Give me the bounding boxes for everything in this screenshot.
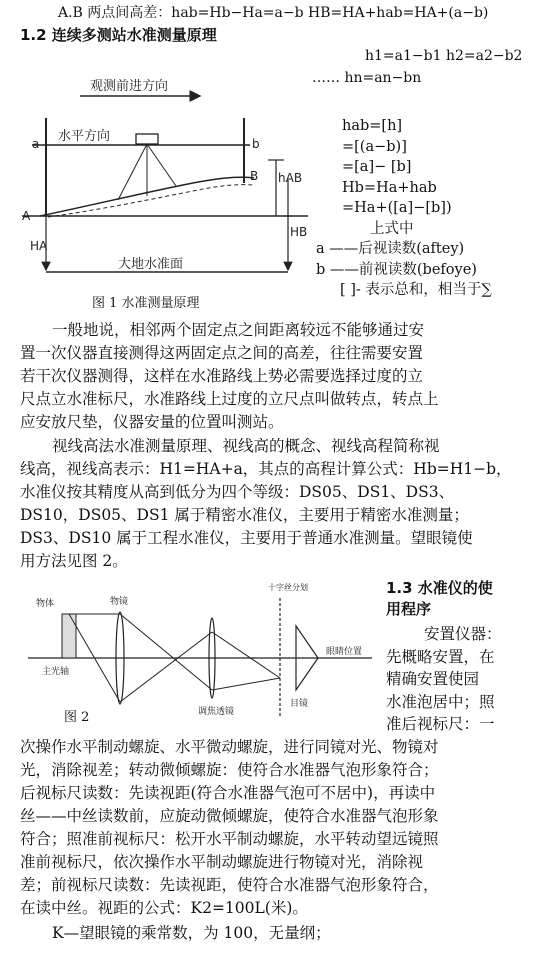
text-line: 视线高法水准测量原理、视线高的概念、视线高程简称视	[52, 437, 440, 455]
formula-line: =[(a−b)]	[342, 138, 407, 155]
formula-line: 上式中	[370, 220, 414, 237]
text-line: 若干次仪器测得，这样在水准路线上势必需要选择过度的立	[20, 367, 424, 385]
formula-line: Hb=Ha+hab	[342, 179, 437, 196]
ground-hatch	[48, 185, 254, 217]
text-line: 差；前视标尺读数：先读视距，使符合水准器气泡形象符合，	[20, 876, 439, 894]
text-line: 丝——中丝读数前，应旋动微倾螺旋，使符合水准器气泡形象	[20, 807, 439, 825]
tripod-leg	[118, 144, 147, 200]
figure-2-caption: 图 2	[64, 710, 90, 725]
label-A: A	[22, 209, 31, 223]
text-line: 先概略安置，在	[386, 647, 495, 666]
ray	[120, 632, 212, 702]
top-formula: A.B 两点间高差：hab=Hb−Ha=a−b HB=HA+hab=HA+(a−b)	[58, 5, 489, 21]
figure-1-caption: 图 1 水准测量原理	[92, 296, 200, 311]
eye-position-label: 眼睛位置	[326, 647, 363, 657]
object-label: 物体	[36, 599, 55, 609]
formula-block	[316, 116, 492, 301]
label-B: B	[250, 169, 259, 183]
formula-hn: …… hn=an−bn	[312, 70, 422, 86]
label-HA: HA	[30, 239, 48, 253]
figure-1-leveling-principle	[18, 68, 318, 288]
text-line: 水准仪按其精度从高到低分为四个等级：DS05、DS1、DS3、	[20, 483, 455, 501]
text-line: 线高，视线高表示：H1=HA+a，其点的高程计算公式：Hb=H1−b，	[20, 460, 512, 478]
formula-line: =Ha+([a]−[b])	[342, 200, 452, 216]
label-b: b	[252, 137, 260, 151]
text-line: 光，消除视差；转动微倾螺旋：使符合水准器气泡形象符合；	[20, 761, 439, 779]
text-line: 尺点立水准标尺，水准路线上过度的立尺点叫做转点，转点上	[20, 390, 439, 408]
focusing-lens-label: 调焦透镜	[198, 707, 235, 717]
text-line: 次操作水平制动螺旋、水平微动螺旋，进行同镜对光、物镜对	[20, 738, 439, 756]
object-shape	[62, 614, 76, 658]
text-line: 置一次仪器直接测得这两固定点之间的高差，往往需要安置	[20, 344, 424, 362]
label-HB: HB	[290, 225, 308, 239]
text-line: 在读中丝。视距的公式：K2=100L(米)。	[20, 899, 308, 917]
text-line: 水准泡居中；照	[386, 692, 495, 711]
section-1-3-heading	[386, 578, 493, 620]
formula-line: =[a]− [b]	[342, 159, 412, 175]
horizontal-label: 水平方向	[58, 129, 111, 144]
text-line: 后视标尺读数：先读视距(符合水准器气泡可不居中)，再读中	[20, 784, 436, 802]
text-line: 一般地说，相邻两个固定点之间距离较远不能够通过安	[52, 321, 425, 339]
objective-label: 物镜	[110, 597, 129, 607]
text-line: 用方法见图 2。	[20, 552, 128, 570]
ground-label: 大地水准面	[118, 257, 184, 272]
formula-line: hab=[h]	[342, 118, 403, 134]
heading-line: 用程序	[386, 600, 432, 618]
formula-line: b ——前视读数(befoye)	[316, 261, 477, 278]
label-a: a	[32, 137, 40, 151]
formula-line: a ——后视读数(aftey)	[316, 241, 465, 257]
level-instrument	[136, 134, 158, 144]
ray	[212, 632, 280, 678]
text-line: DS3、DS10 属于工程水准仪，主要用于普通水准测量。望眼镜使	[20, 529, 473, 547]
main-axis-label: 主光轴	[42, 667, 70, 677]
tripod-leg	[147, 144, 176, 186]
eyepiece-label: 目镜	[290, 699, 309, 709]
heading-line: 1.3 水准仪的使	[386, 579, 493, 597]
text-line: 应安放尺垫，仪器安量的位置叫测站。	[20, 413, 284, 431]
text-line: 精确安置使园	[386, 670, 480, 688]
text-line: 安置仪器：	[424, 625, 502, 643]
ray	[212, 678, 280, 690]
formula-line: [ ]- 表示总和，相当于∑	[340, 282, 492, 298]
paragraph-4: K—望眼镜的乘常数，为 100，无量纲；	[52, 924, 331, 942]
direction-label: 观测前进方向	[90, 79, 169, 94]
text-line: 符合；照准前视标尺：松开水平制动螺旋，水平转动望远镜照	[20, 830, 439, 848]
text-line: 准前视标尺，依次操作水平制动螺旋进行物镜对光，消除视	[20, 853, 424, 871]
formula-h1-h2: h1=a1−b1 h2=a2−b2	[365, 48, 523, 64]
label-hAB: hAB	[278, 171, 303, 185]
section-1-2-heading: 1.2 连续多测站水准测量原理	[20, 26, 217, 44]
right-column-text	[386, 623, 502, 736]
crosshair-label: 十字丝分划	[268, 583, 308, 592]
ray	[120, 614, 212, 690]
text-line: DS10，DS05、DS1 属于精密水准仪，主要用于精密水准测量；	[20, 506, 469, 524]
text-line: 准后视标尺：一	[386, 715, 495, 733]
